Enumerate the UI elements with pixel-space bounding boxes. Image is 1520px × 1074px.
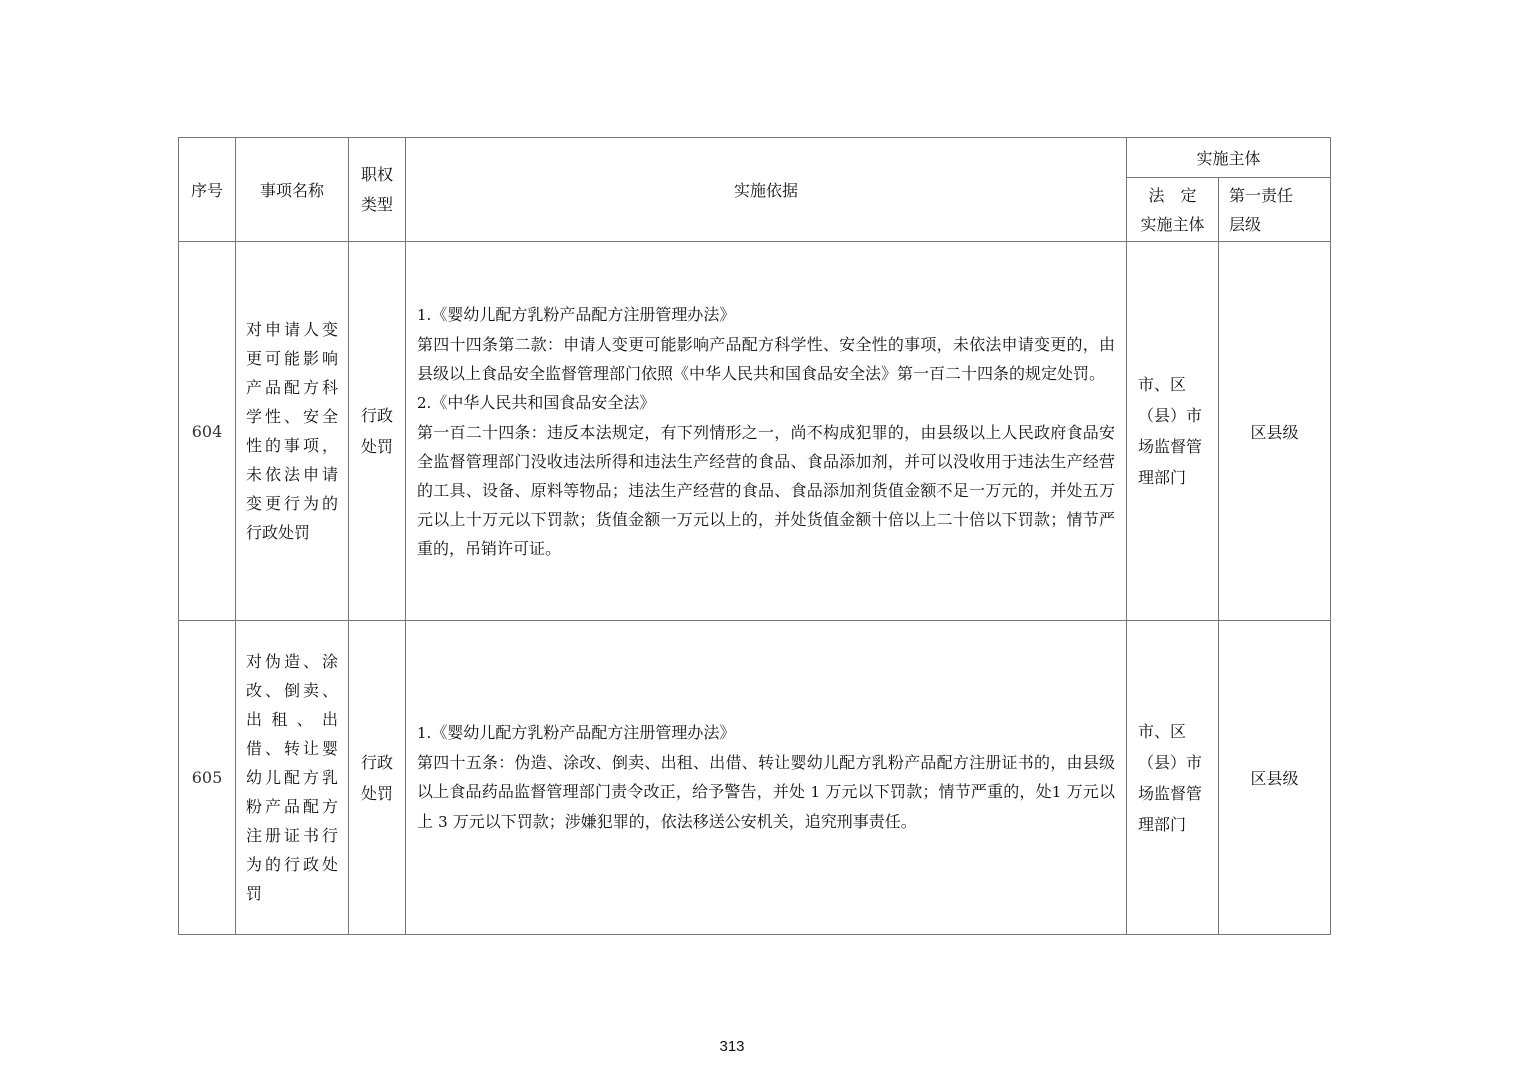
basis-text-part: 第四十五条：伪造、涂改、倒卖、出租、出借、转让婴幼儿配方乳粉产品配方注册证书的，由县级以上食品药品监督管理部门责令改正，给予警告，并处 bbox=[417, 753, 1115, 801]
basis-number: 1. bbox=[417, 724, 432, 742]
basis-amount: 3 bbox=[438, 813, 448, 831]
header-type: 职权类型 bbox=[349, 138, 406, 242]
authority-type: 行政处罚 bbox=[349, 621, 406, 935]
basis-text bbox=[417, 748, 1115, 837]
document-table bbox=[178, 137, 1331, 935]
page-number: 313 bbox=[719, 1038, 745, 1055]
header-no: 序号 bbox=[179, 138, 236, 242]
table-row bbox=[179, 242, 1331, 621]
first-level: 区县级 bbox=[1219, 621, 1331, 935]
authority-type: 行政处罚 bbox=[349, 242, 406, 621]
basis-text: 第一百二十四条：违反本法规定，有下列情形之一，尚不构成犯罪的，由县级以上人民政府食品安全监督管理部门没收违法所得和违法生产经营的食品、食品添加剂，并可以没收用于违法生产经营的工具、设备、原料等物品；违法生产经营的食品、食品添加剂货值金额不足一万元的，并处五万元以上十万元以下罚款；货值金额一万元以上的，并处货值金额十倍以上二十倍以下罚款；情节严重的，吊销许可证。 bbox=[417, 422, 1115, 558]
basis-number: 2. bbox=[417, 393, 432, 412]
basis-text-part: 万元以下罚款；涉嫌犯罪的，依法移送公安机关，追究刑事责任。 bbox=[452, 812, 917, 831]
row-number: 604 bbox=[179, 242, 236, 621]
header-basis: 实施依据 bbox=[406, 138, 1127, 242]
header-subject-group: 实施主体 bbox=[1127, 138, 1331, 178]
basis-title: 《婴幼儿配方乳粉产品配方注册管理办法》 bbox=[431, 304, 736, 324]
basis-title: 《婴幼儿配方乳粉产品配方注册管理办法》 bbox=[431, 723, 736, 742]
header-name: 事项名称 bbox=[236, 138, 349, 242]
basis-amount: 1 bbox=[810, 783, 821, 801]
basis-title: 《中华人民共和国食品安全法》 bbox=[431, 392, 656, 412]
row-number: 605 bbox=[179, 621, 236, 935]
implementation-basis bbox=[406, 621, 1127, 935]
basis-text-part: 万元以上 bbox=[417, 782, 1115, 831]
basis-number: 1. bbox=[417, 305, 432, 324]
implementation-basis bbox=[406, 242, 1127, 621]
first-level: 区县级 bbox=[1219, 242, 1331, 621]
item-name: 对伪造、涂改、倒卖、出租、出借、转让婴幼儿配方乳粉产品配方注册证书行为的行政处罚 bbox=[236, 621, 349, 935]
header-legal-subject: 法 定 实施主体 bbox=[1127, 178, 1219, 242]
header-first-level: 第一责任 层级 bbox=[1219, 178, 1331, 242]
basis-text-part: 万元以下罚款；情节严重的，处 bbox=[825, 782, 1052, 801]
basis-text: 第四十四条第二款：申请人变更可能影响产品配方科学性、安全性的事项，未依法申请变更的，由县级以上食品安全监督管理部门依照《中华人民共和国食品安全法》第一百二十四条的规定处罚。 bbox=[417, 334, 1115, 383]
legal-subject: 市、区（县）市场监督管理部门 bbox=[1127, 621, 1219, 935]
legal-subject: 市、区（县）市场监督管理部门 bbox=[1127, 242, 1219, 621]
item-name: 对申请人变更可能影响产品配方科学性、安全性的事项，未依法申请变更行为的行政处罚 bbox=[236, 242, 349, 621]
basis-amount: 1 bbox=[1051, 783, 1062, 801]
table-row bbox=[179, 621, 1331, 935]
